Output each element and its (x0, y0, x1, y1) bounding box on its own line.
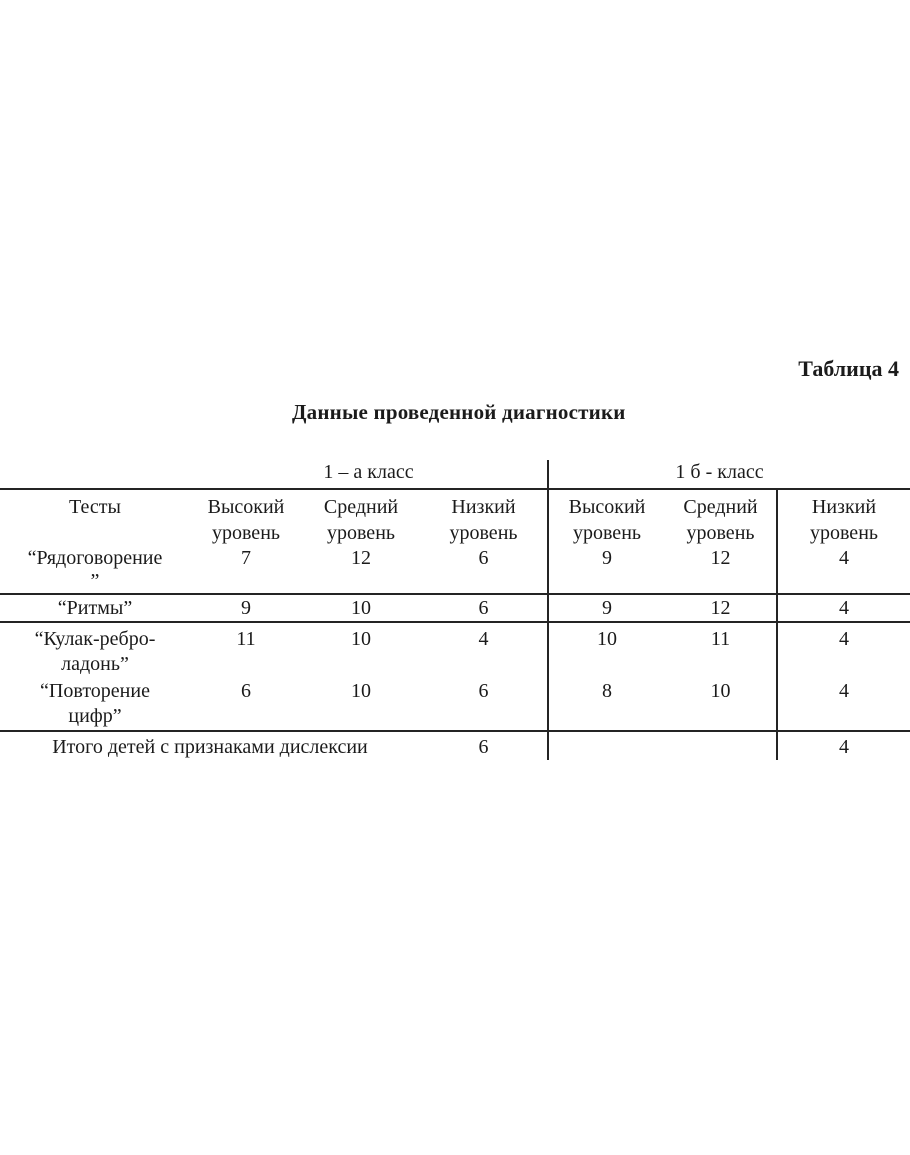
value-cell: 10 (302, 594, 420, 622)
corner-empty-cell (0, 460, 190, 489)
value-cell: 4 (777, 594, 910, 622)
value-cell: 7 (190, 546, 302, 594)
value-cell: 6 (190, 677, 302, 731)
value-cell: 11 (710, 628, 731, 650)
value-cell: 4 (777, 622, 910, 677)
total-value-1b: 4 (777, 731, 910, 760)
header-line-1: Низкий (451, 496, 516, 518)
test-name-line2: ладонь” (61, 653, 129, 675)
value-cell: 10 (665, 677, 777, 731)
header-line-2: уровень (211, 522, 281, 544)
header-line-1: Низкий (811, 496, 877, 518)
header-line-1: Средний (323, 496, 399, 518)
column-header-row (0, 489, 910, 546)
level-column-header (302, 489, 420, 546)
test-name-cell (0, 677, 190, 731)
table-row (0, 594, 910, 622)
level-column-header (420, 489, 548, 546)
header-line-1: Средний (683, 496, 758, 518)
tests-column-header: Тесты (69, 496, 121, 518)
test-name-cell (0, 622, 190, 677)
value-cell: 9 (548, 546, 665, 594)
value-cell: 4 (777, 546, 910, 594)
total-label: Итого детей с признаками дислексии (52, 736, 368, 758)
table-title: Данные проведенной диагностики (292, 400, 626, 424)
level-column-header (548, 489, 665, 546)
total-empty-cell (548, 731, 777, 760)
value-cell: 10 (351, 628, 371, 650)
table-row (0, 546, 910, 594)
class-group-row (0, 460, 910, 489)
test-name-line1: “Кулак-ребро- (34, 628, 156, 650)
header-line-2: уровень (326, 522, 396, 544)
level-column-header (777, 489, 910, 546)
value-cell: 12 (302, 546, 420, 594)
test-name-cell (0, 594, 190, 622)
value-cell: 6 (420, 594, 548, 622)
table-row (0, 677, 910, 731)
table-number-caption: Таблица 4 (798, 356, 899, 381)
value-cell: 12 (665, 594, 777, 622)
value-cell: 10 (548, 622, 665, 677)
test-name-line1: “Ритмы” (57, 597, 133, 619)
test-name-line1: “Рядоговорение (27, 547, 163, 569)
value-cell: 4 (478, 628, 489, 650)
value-cell: 9 (190, 594, 302, 622)
value-cell: 11 (236, 628, 256, 650)
test-name-line1: “Повторение (40, 680, 150, 702)
class-group-1b-header: 1 б - класс (548, 460, 910, 489)
value-cell: 8 (548, 677, 665, 731)
test-name-line2: ” (90, 570, 100, 592)
header-line-2: уровень (572, 522, 642, 544)
level-column-header (190, 489, 302, 546)
value-cell: 9 (548, 594, 665, 622)
header-line-1: Высокий (207, 496, 285, 518)
total-row (0, 731, 910, 760)
diagnostics-table (0, 460, 910, 760)
value-cell: 12 (665, 546, 777, 594)
test-name-line2: цифр” (68, 705, 122, 727)
header-line-2: уровень (809, 522, 879, 544)
total-value-1a: 6 (478, 736, 489, 758)
level-column-header (665, 489, 777, 546)
header-line-2: уровень (686, 522, 755, 544)
header-line-1: Высокий (568, 496, 646, 518)
value-cell: 6 (420, 546, 548, 594)
table-row (0, 622, 910, 677)
class-group-1a-header: 1 – а класс (190, 460, 548, 489)
value-cell: 6 (420, 677, 548, 731)
value-cell: 10 (302, 677, 420, 731)
header-line-2: уровень (449, 522, 518, 544)
value-cell: 4 (777, 677, 910, 731)
test-name-cell (0, 546, 190, 594)
